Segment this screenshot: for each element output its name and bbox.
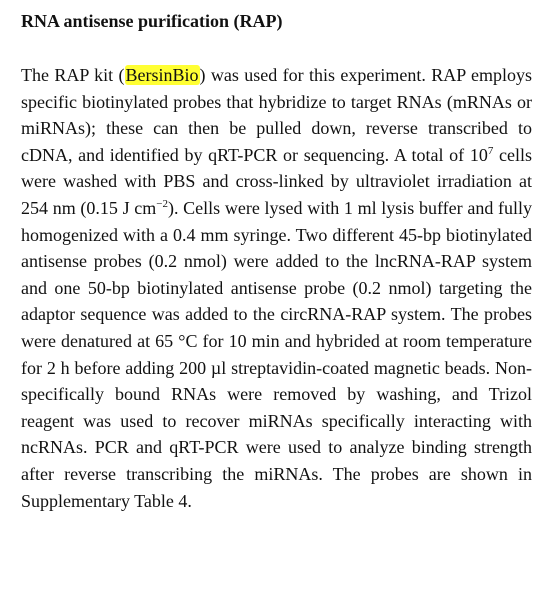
unit-exponent: −2 xyxy=(156,197,168,210)
paragraph-text-4: ). Cells were lysed with 1 ml lysis buffer and fully homogenized with a 0.4 mm syringe. Two different 45-bp biotinylated antisense probes (0.2 nmol) were added to the lncRNA-RAP system and one 50-bp biotinylated antisense probe (0.2 nmol) targeting the adaptor sequence was added to the circRNA-RAP system. The probes were denatured at 65 °C for 10 min and hybrided at room temperature for 2 h before adding 200 µl streptavidin-coated magnetic beads. Non-specifically bound RNAs were removed by washing, and Trizol reagent was used to recover miRNAs specifically interacting with ncRNAs. PCR and qRT-PCR were used to analyze binding strength after reverse transcribing the miRNAs. The probes are shown in Supplementary Table 4. xyxy=(21,197,533,511)
methods-paragraph xyxy=(21,62,532,514)
paragraph-text-2: ) was used for this experiment. RAP employs specific biotinylated probes that hybridize to target RNAs (mRNAs or miRNAs); these can then be pulled down, reverse transcribed to cDNA, and identified by qRT-PCR or sequencing. A total of 10 xyxy=(21,65,533,165)
cell-count-exponent: 7 xyxy=(487,144,494,157)
paragraph-text-3: cells were washed with PBS and cross-linked by ultraviolet irradiation at 254 nm (0.15 J cm xyxy=(21,144,532,218)
document-page xyxy=(21,8,532,514)
highlighted-brand-name: BersinBio xyxy=(125,65,199,85)
section-heading: RNA antisense purification (RAP) xyxy=(21,11,283,31)
paragraph-text-1: The RAP kit ( xyxy=(21,65,125,85)
